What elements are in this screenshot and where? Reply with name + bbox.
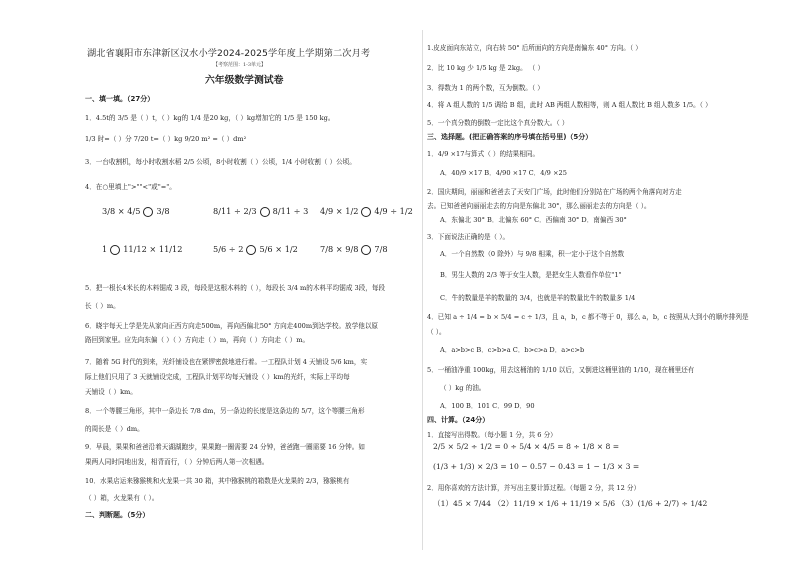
compare-item [102,206,170,217]
left-s1: 一、填一填。（27分） [85,95,155,103]
compare-left-expr: 3/8 × 4/5 [102,206,141,216]
compare-left-expr: 1 [102,244,108,254]
answer-circle[interactable] [260,207,270,217]
right-j2: 2．比 10 kg 少 1/5 kg 是 2kg。 （ ） [427,64,545,72]
left-q8a: 8．一个等腰三角形，其中一条边长 7/8 dm，另一条边的长度是这条边的 5/7，这个等腰三角形 [85,407,365,415]
left-q7a: 7．随着 5G 时代的到来，光纤铺设也在紧锣密鼓地进行着。一工程队计划 4 天铺设 5/6 km，实 [85,358,368,366]
left-q3: 3．一台收割机，每小时收割水稻 2/5 公顷，8小时收割（ ）公顷，1/4 小时收割（ ）公顷。 [85,158,356,166]
compare-item [213,206,308,217]
right-c3c: C．牛的数量是羊的数量的 3/4，也就是羊的数量比牛的数量多 1/4 [440,294,636,302]
left-q5b: 长（ ）m。 [85,302,120,310]
left-q7c: 天铺设（ ）km。 [85,388,137,396]
left-q10a: 10．水果店运来猕猴桃和火龙果一共 30 箱，其中猕猴桃的箱数是火龙果的 2/3，猕猴桃有 [85,477,350,485]
compare-right-expr: 11/12 × 11/12 [123,244,183,254]
compare-left-expr: 7/8 × 9/8 [320,244,359,254]
right-c1: 1．4/9 ×17与算式（ ）的结果相同。 [427,150,540,158]
right-j5: 5．一个真分数的倒数一定比这个真分数大。（ ） [427,119,569,127]
left-q6b: 路回到家里。应先向东偏（ ）（ ）方向走（ ）m，再向（ ）方向走（ ）m。 [85,336,310,344]
compare-item [213,244,298,255]
right-j1: 1.皮皮面向东站立，向右转 50° 后所面向的方向是南偏东 40° 方向。（ ） [427,44,642,52]
exam-title: 湖北省襄阳市东津新区汉水小学2024-2025学年度上学期第二次月考 [87,48,371,59]
compare-right-expr: 3/8 [156,206,170,216]
right-c3b: B．男生人数的 2/3 等于女生人数，是把女生人数看作单位"1" [440,271,622,279]
right-s4: 四、计算。（24分） [427,416,490,424]
answer-circle[interactable] [110,245,120,255]
right-k1a: 2/5 × 5/2 ÷ 1/2 = 0 ÷ 5/4 × 4/5 = 8 ÷ 1/8 × 8 = [433,442,620,451]
right-c1o: A．40/9 ×17 B．4/90 ×17 C．4/9 ×25 [440,169,567,177]
answer-circle[interactable] [246,245,256,255]
compare-left-expr: 4/9 × 1/2 [320,206,359,216]
right-k1b: (1/3 + 1/3) × 2/3 = 10 − 0.57 − 0.43 = 1 − 1/3 × 3 = [433,462,640,471]
compare-right-expr: 4/9 ÷ 1/2 [374,206,413,216]
left-q5a: 5．把一根长4米长的木料锯成 3 段，每段是这根木料的（ ），每段长 3/4 m的木料平均锯成 3段，每段 [85,284,386,292]
compare-right-expr: 7/8 [374,244,388,254]
left-q10b: （ ）箱，火龙果有（ ）。 [85,494,159,502]
right-j3: 3．得数为 1 的两个数，互为倒数。（ ） [427,84,544,92]
compare-item [320,206,413,217]
left-s2: 二、判断题。（5分） [85,511,150,519]
right-k2a: （1）45 × 7/44 （2）11/19 × 1/6 + 11/19 × 5/6 （3）(1/6 + 2/7) ÷ 1/42 [433,499,708,508]
compare-item [102,244,182,255]
left-q6a: 6．晓宇每天上学是先从家向正西方向走500m，再向西偏北50° 方向走400m到达学校。放学他以原 [85,322,379,330]
compare-right-expr: 5/6 × 1/2 [259,244,298,254]
left-q1b: 1/3 时=（ ）分 7/20 t=（ ）kg 9/20 m² =（ ）dm² [85,135,247,143]
right-c2a: 2．国庆期间，丽丽和爸爸去了天安门广场，此时他们分别站在广场的两个角落向对方走 [427,188,682,196]
right-k1: 1．直接写出得数。（每小题 1 分，共 6 分） [427,431,557,439]
left-q8b: 的周长是（ ）dm。 [85,425,144,433]
column-divider [422,30,423,550]
right-c2o: A．东偏北 30° B．北偏东 60° C．西偏南 30° D．南偏西 30° [440,216,627,224]
compare-item [320,244,388,255]
left-q1a: 1．4.5t的 3/5 是（ ）t，（ ）kg的 1/4 是20 kg，（ ）kg增加它的 1/5 是 150 kg。 [85,114,335,122]
right-k2: 2．用你喜欢的方法计算，并写出主要计算过程。（每题 2 分，共 12 分） [427,484,641,492]
exam-subtitle: 六年级数学测试卷 [205,75,284,86]
right-c4o: A．a>b>c B．c>b>a C．b>c>a D．a>c>b [440,346,585,354]
compare-right-expr: 8/11 ÷ 3 [272,206,309,216]
right-c3a: A．一个自然数（0 除外）与 9/8 相乘，积一定小于这个自然数 [440,250,625,258]
compare-left-expr: 5/6 ÷ 2 [213,244,244,254]
right-c4b: （ ）。 [427,328,446,336]
left-q9b: 果两人同时同地出发，相背而行，（ ）分钟后两人第一次相遇。 [85,458,269,466]
answer-circle[interactable] [361,245,371,255]
scope-note: 【考察范围：1-3单元】 [213,62,267,68]
left-q7b: 际上他们只用了 3 天就铺设完成，工程队计划平均每天铺设（ ）km的光纤，实际上平均每 [85,373,350,381]
left-q4: 4．在○里填上">""<"或"="。 [85,183,176,191]
right-c4: 4．已知 a ÷ 1/4 = b × 5/4 = c ÷ 1/3，且 a，b，c 都不等于 0，那么 a，b，c 按照从大到小的顺序排列是 [427,313,749,321]
right-c5a: 5．一桶油净重 100kg，用去这桶油的 1/10 以后，又倒进这桶里油的 1/10，现在桶里还有 [427,366,695,374]
compare-left-expr: 8/11 ÷ 2/3 [213,206,257,216]
left-q9a: 9．早晨，果果和爸爸沿着天湖湖跑步，果果跑一圈需要 24 分钟，爸爸跑一圈需要 16 分钟。如 [85,443,365,451]
right-c2b: 去。已知爸爸向丽丽走去的方向是东偏北 30°，那么丽丽走去的方向是（ ）。 [427,202,651,210]
right-c3: 3．下面说法正确的是（ ）。 [427,233,510,241]
right-c5b: （ ）kg 的油。 [440,384,486,392]
right-s3: 三、选择题。(把正确答案的序号填在括号里)（5分） [427,133,593,141]
answer-circle[interactable] [361,207,371,217]
right-j4: 4．将 A 组人数的 1/5 调给 B 组，此时 AB 两组人数相等，则 A 组人数比 B 组人数多 1/5。（ ） [427,101,712,109]
answer-circle[interactable] [143,207,153,217]
right-c5o: A．100 B．101 C．99 D．90 [440,402,535,410]
